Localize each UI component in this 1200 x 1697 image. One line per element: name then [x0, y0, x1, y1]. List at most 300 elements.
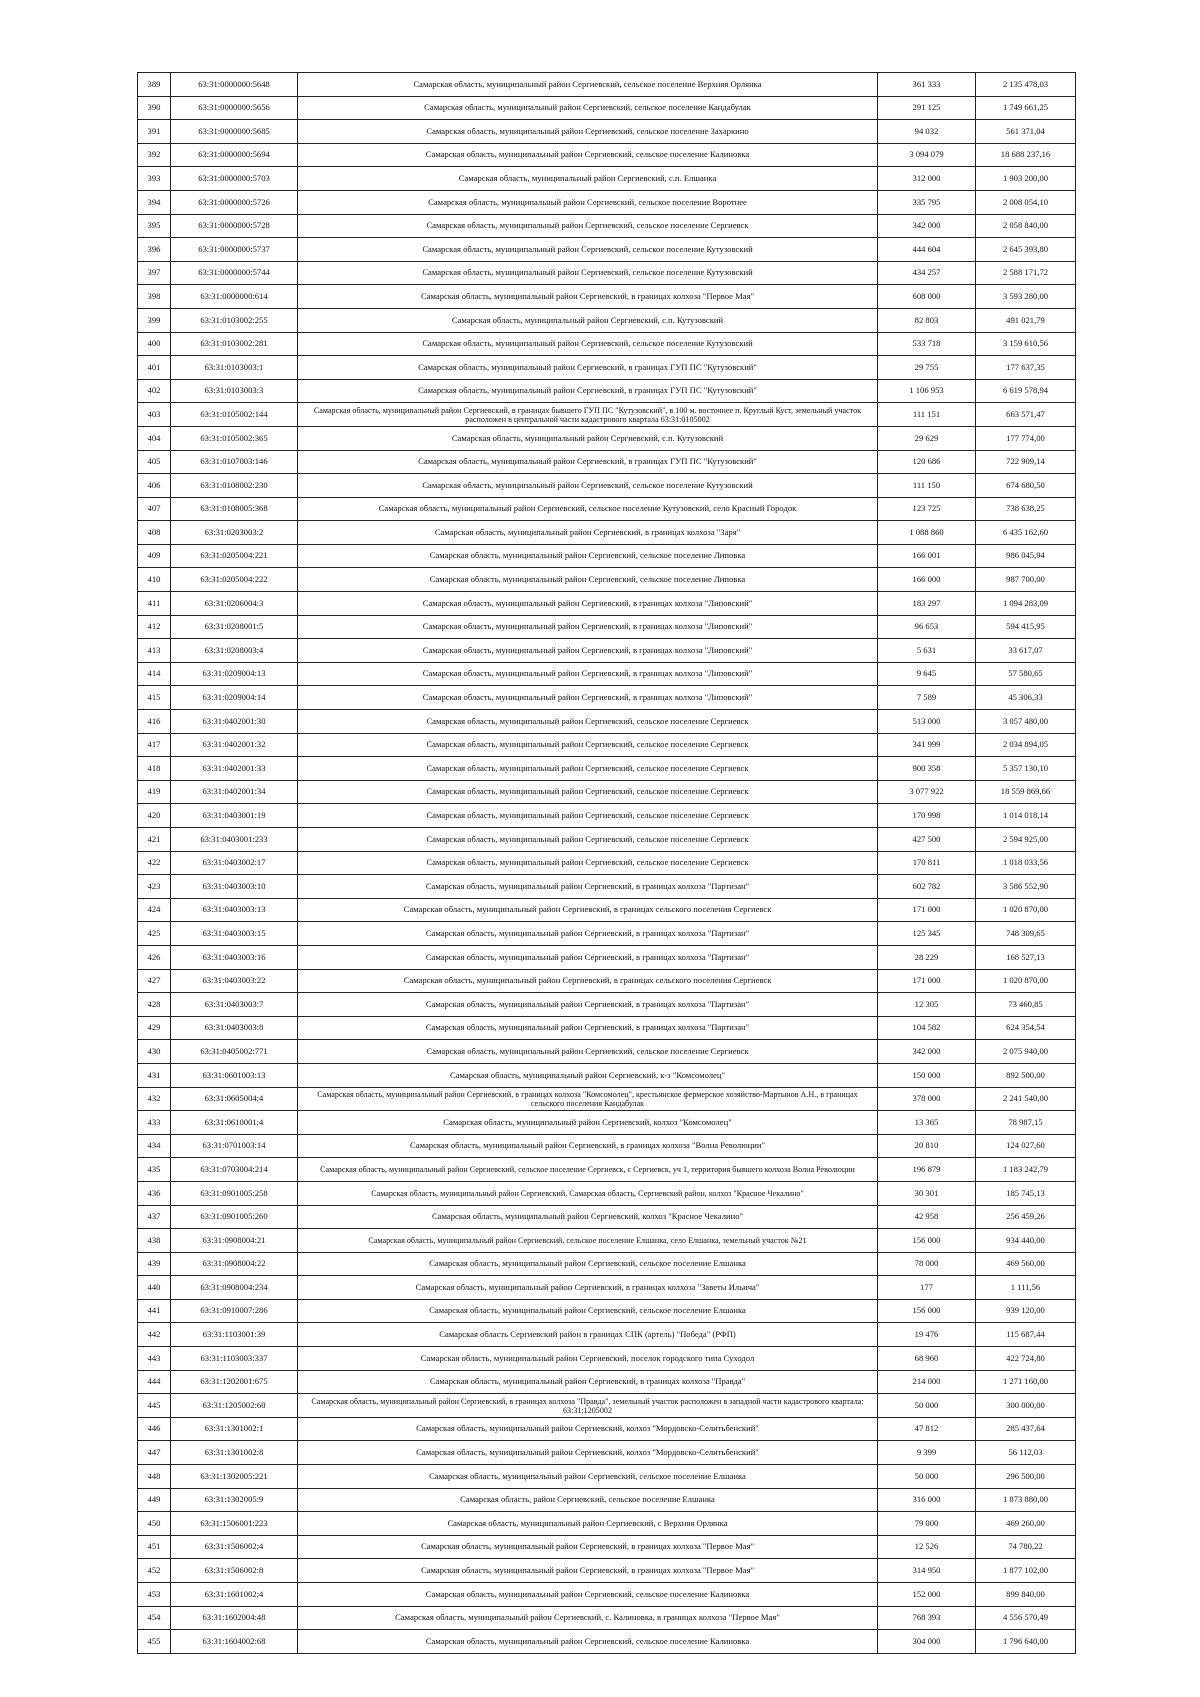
- address-cell: Самарская область, муниципальный район Сергиевский, сельское поселение Елшанка: [298, 1465, 878, 1489]
- cadastral-value-cell: 1 271 160,00: [976, 1370, 1076, 1394]
- cadastral-value-cell: 934 440,00: [976, 1229, 1076, 1253]
- cadastral-number-cell: 63:31:0402001:30: [171, 710, 298, 734]
- table-row: [138, 1630, 1076, 1654]
- area-cell: 342 000: [878, 1040, 976, 1064]
- area-cell: 900 358: [878, 757, 976, 781]
- table-row: [138, 497, 1076, 521]
- area-cell: 20 810: [878, 1134, 976, 1158]
- cadastral-number-cell: 63:31:0402001:32: [171, 733, 298, 757]
- address-cell: Самарская область, муниципальный район Сергиевский, в границах колхоза "Первое Мая": [298, 1535, 878, 1559]
- cadastral-number-cell: 63:31:0205004:222: [171, 568, 298, 592]
- cadastral-value-cell: 177 774,00: [976, 426, 1076, 450]
- cadastral-number-cell: 63:31:0000000:5685: [171, 120, 298, 144]
- table-row: [138, 898, 1076, 922]
- cadastral-number-cell: 63:31:1506002:4: [171, 1535, 298, 1559]
- cadastral-value-cell: 2 588 171,72: [976, 261, 1076, 285]
- table-row: [138, 356, 1076, 380]
- table-row: [138, 945, 1076, 969]
- area-cell: 602 782: [878, 875, 976, 899]
- table-row: [138, 96, 1076, 120]
- cadastral-value-cell: 185 745,13: [976, 1181, 1076, 1205]
- table-row: [138, 662, 1076, 686]
- cadastral-number-cell: 63:31:0103002:255: [171, 308, 298, 332]
- cadastral-number-cell: 63:31:0701003:14: [171, 1134, 298, 1158]
- address-cell: Самарская область, муниципальный район Сергиевский, сельское поселение Сергиевск: [298, 851, 878, 875]
- cadastral-value-cell: 2 135 478,03: [976, 73, 1076, 97]
- table-row: [138, 1040, 1076, 1064]
- address-cell: Самарская область, муниципальный район Сергиевский, поселок городского типа Суходол: [298, 1347, 878, 1371]
- area-cell: 152 000: [878, 1583, 976, 1607]
- row-number-cell: 452: [138, 1559, 171, 1583]
- table-row: [138, 1181, 1076, 1205]
- cadastral-number-cell: 63:31:0403002:17: [171, 851, 298, 875]
- area-cell: 513 000: [878, 710, 976, 734]
- address-cell: Самарская область, муниципальный район Сергиевский, сельское поселение Сергиевск, с Сергиевск, уч 1, территория бывшего колхоза Волна Революции: [298, 1158, 878, 1182]
- address-cell: Самарская область, муниципальный район Сергиевский, с. Калиновка, в границах колхоза "Первое Мая": [298, 1606, 878, 1630]
- cadastral-value-cell: 45 306,33: [976, 686, 1076, 710]
- row-number-cell: 394: [138, 190, 171, 214]
- row-number-cell: 410: [138, 568, 171, 592]
- area-cell: 13 365: [878, 1111, 976, 1135]
- area-cell: 123 725: [878, 497, 976, 521]
- area-cell: 29 755: [878, 356, 976, 380]
- address-cell: Самарская область, муниципальный район Сергиевский, в границах бывшего ГУП ПС "Кутузовский", в 100 м. восточнее п. Круглый Куст, земельный участок расположен в центральной части кадастрового квартала 63:31:0105002: [298, 403, 878, 427]
- address-cell: Самарская область, муниципальный район Сергиевский, к-з "Комсомолец": [298, 1063, 878, 1087]
- row-number-cell: 416: [138, 710, 171, 734]
- address-cell: Самарская область, муниципальный район Сергиевский, с.п. Кутузовский: [298, 426, 878, 450]
- row-number-cell: 438: [138, 1229, 171, 1253]
- cadastral-value-cell: 1 903 200,00: [976, 167, 1076, 191]
- row-number-cell: 413: [138, 639, 171, 663]
- table-row: [138, 568, 1076, 592]
- row-number-cell: 414: [138, 662, 171, 686]
- address-cell: Самарская область, муниципальный район Сергиевский, в границах колхоза "Заветы Ильича": [298, 1276, 878, 1300]
- cadastral-value-cell: 285 437,64: [976, 1417, 1076, 1441]
- row-number-cell: 390: [138, 96, 171, 120]
- row-number-cell: 407: [138, 497, 171, 521]
- address-cell: Самарская область, муниципальный район Сергиевский, сельское поселение Кутузовский: [298, 332, 878, 356]
- area-cell: 434 257: [878, 261, 976, 285]
- row-number-cell: 429: [138, 1016, 171, 1040]
- address-cell: Самарская область, муниципальный район Сергиевский, в границах ГУП ПС "Кутузовский": [298, 356, 878, 380]
- cadastral-value-cell: 1 749 661,25: [976, 96, 1076, 120]
- table-row: [138, 1158, 1076, 1182]
- row-number-cell: 392: [138, 143, 171, 167]
- row-number-cell: 412: [138, 615, 171, 639]
- cadastral-number-cell: 63:31:0000000:5726: [171, 190, 298, 214]
- area-cell: 170 811: [878, 851, 976, 875]
- address-cell: Самарская область, муниципальный район Сергиевский, сельское поселение Елшанка: [298, 1252, 878, 1276]
- area-cell: 214 000: [878, 1370, 976, 1394]
- row-number-cell: 428: [138, 993, 171, 1017]
- cadastral-number-cell: 63:31:1301002:8: [171, 1441, 298, 1465]
- row-number-cell: 421: [138, 828, 171, 852]
- row-number-cell: 448: [138, 1465, 171, 1489]
- area-cell: 29 629: [878, 426, 976, 450]
- address-cell: Самарская область, муниципальный район Сергиевский, в границах колхоза "Волна Революции": [298, 1134, 878, 1158]
- table-row: [138, 1299, 1076, 1323]
- table-row: [138, 143, 1076, 167]
- area-cell: 111 150: [878, 474, 976, 498]
- row-number-cell: 423: [138, 875, 171, 899]
- cadastral-value-cell: 738 638,25: [976, 497, 1076, 521]
- area-cell: 768 393: [878, 1606, 976, 1630]
- cadastral-number-cell: 63:31:0209004:14: [171, 686, 298, 710]
- row-number-cell: 440: [138, 1276, 171, 1300]
- address-cell: Самарская область, муниципальный район Сергиевский, с.п. Кутузовский: [298, 308, 878, 332]
- row-number-cell: 435: [138, 1158, 171, 1182]
- table-row: [138, 1063, 1076, 1087]
- area-cell: 291 125: [878, 96, 976, 120]
- area-cell: 177: [878, 1276, 976, 1300]
- row-number-cell: 419: [138, 780, 171, 804]
- table-row: [138, 1512, 1076, 1536]
- table-row: [138, 1465, 1076, 1489]
- area-cell: 78 000: [878, 1252, 976, 1276]
- table-row: [138, 261, 1076, 285]
- cadastral-value-cell: 18 688 237,16: [976, 143, 1076, 167]
- area-cell: 166 001: [878, 544, 976, 568]
- cadastral-number-cell: 63:31:0403001:233: [171, 828, 298, 852]
- table-body: [138, 73, 1076, 1654]
- cadastral-value-cell: 4 556 570,49: [976, 1606, 1076, 1630]
- table-row: [138, 1488, 1076, 1512]
- address-cell: Самарская область, муниципальный район Сергиевский, в границах колхоза "Липовский": [298, 592, 878, 616]
- row-number-cell: 422: [138, 851, 171, 875]
- cadastral-value-cell: 256 459,26: [976, 1205, 1076, 1229]
- table-row: [138, 733, 1076, 757]
- area-cell: 7 589: [878, 686, 976, 710]
- cadastral-number-cell: 63:31:0105002:144: [171, 403, 298, 427]
- cadastral-value-cell: 561 371,04: [976, 120, 1076, 144]
- cadastral-value-cell: 1 111,56: [976, 1276, 1076, 1300]
- cadastral-number-cell: 63:31:0908004:234: [171, 1276, 298, 1300]
- cadastral-number-cell: 63:31:0000000:614: [171, 285, 298, 309]
- row-number-cell: 397: [138, 261, 171, 285]
- address-cell: Самарская область, муниципальный район Сергиевский, с.п. Елшанка: [298, 167, 878, 191]
- cadastral-value-cell: 33 617,07: [976, 639, 1076, 663]
- area-cell: 50 000: [878, 1465, 976, 1489]
- cadastral-number-cell: 63:31:0108002:230: [171, 474, 298, 498]
- cadastral-number-cell: 63:31:0901005:260: [171, 1205, 298, 1229]
- cadastral-number-cell: 63:31:1302005:221: [171, 1465, 298, 1489]
- area-cell: 111 151: [878, 403, 976, 427]
- row-number-cell: 402: [138, 379, 171, 403]
- cadastral-number-cell: 63:31:1103003:337: [171, 1347, 298, 1371]
- row-number-cell: 436: [138, 1181, 171, 1205]
- cadastral-value-cell: 674 680,50: [976, 474, 1076, 498]
- table-row: [138, 828, 1076, 852]
- table-row: [138, 686, 1076, 710]
- row-number-cell: 451: [138, 1535, 171, 1559]
- cadastral-number-cell: 63:31:0403003:8: [171, 1016, 298, 1040]
- cadastral-value-cell: 1 020 870,00: [976, 898, 1076, 922]
- row-number-cell: 401: [138, 356, 171, 380]
- row-number-cell: 411: [138, 592, 171, 616]
- area-cell: 196 879: [878, 1158, 976, 1182]
- area-cell: 166 000: [878, 568, 976, 592]
- cadastral-number-cell: 63:31:0000000:5656: [171, 96, 298, 120]
- cadastral-number-cell: 63:31:0402001:33: [171, 757, 298, 781]
- cadastral-value-cell: 1 183 242,79: [976, 1158, 1076, 1182]
- cadastral-value-cell: 2 241 540,00: [976, 1087, 1076, 1111]
- table-row: [138, 1347, 1076, 1371]
- address-cell: Самарская область, муниципальный район Сергиевский, в границах колхоза "Липовский": [298, 662, 878, 686]
- address-cell: Самарская область Сергиевский район в границах СПК (артель) "Победа" (РФП): [298, 1323, 878, 1347]
- cadastral-number-cell: 63:31:0000000:5703: [171, 167, 298, 191]
- cadastral-number-cell: 63:31:0103003:3: [171, 379, 298, 403]
- row-number-cell: 441: [138, 1299, 171, 1323]
- cadastral-number-cell: 63:31:1302005:9: [171, 1488, 298, 1512]
- address-cell: Самарская область, муниципальный район Сергиевский, сельское поселение Елшанка: [298, 1299, 878, 1323]
- cadastral-value-cell: 987 700,00: [976, 568, 1076, 592]
- address-cell: Самарская область, муниципальный район Сергиевский, сельское поселение Сергиевск: [298, 1040, 878, 1064]
- row-number-cell: 403: [138, 403, 171, 427]
- table-row: [138, 285, 1076, 309]
- table-row: [138, 1276, 1076, 1300]
- cadastral-number-cell: 63:31:0208003:4: [171, 639, 298, 663]
- table-row: [138, 379, 1076, 403]
- cadastral-number-cell: 63:31:1601002:4: [171, 1583, 298, 1607]
- table-row: [138, 544, 1076, 568]
- cadastral-number-cell: 63:31:0601003:13: [171, 1063, 298, 1087]
- cadastral-value-cell: 3 593 280,00: [976, 285, 1076, 309]
- address-cell: Самарская область, муниципальный район Сергиевский, сельское поселение Сергиевск: [298, 804, 878, 828]
- row-number-cell: 417: [138, 733, 171, 757]
- address-cell: Самарская область, муниципальный район Сергиевский, сельское поселение Елшанка, село Елшанка, земельный участок №21: [298, 1229, 878, 1253]
- cadastral-number-cell: 63:31:0703004:214: [171, 1158, 298, 1182]
- address-cell: Самарская область, муниципальный район Сергиевский, сельское поселение Сергиевск: [298, 780, 878, 804]
- cadastral-value-cell: 892 500,00: [976, 1063, 1076, 1087]
- area-cell: 427 500: [878, 828, 976, 852]
- area-cell: 120 686: [878, 450, 976, 474]
- area-cell: 316 000: [878, 1488, 976, 1512]
- table-row: [138, 1134, 1076, 1158]
- cadastral-value-cell: 2 594 925,00: [976, 828, 1076, 852]
- cadastral-number-cell: 63:31:1202001:675: [171, 1370, 298, 1394]
- area-cell: 94 032: [878, 120, 976, 144]
- table-row: [138, 851, 1076, 875]
- cadastral-number-cell: 63:31:0203003:2: [171, 521, 298, 545]
- cadastral-value-cell: 78 987,15: [976, 1111, 1076, 1135]
- cadastral-value-cell: 74 780,22: [976, 1535, 1076, 1559]
- area-cell: 42 958: [878, 1205, 976, 1229]
- address-cell: Самарская область, муниципальный район Сергиевский, в границах колхоза "Липовский": [298, 615, 878, 639]
- table-row: [138, 73, 1076, 97]
- area-cell: 312 000: [878, 167, 976, 191]
- area-cell: 341 999: [878, 733, 976, 757]
- cadastral-number-cell: 63:31:1506001:223: [171, 1512, 298, 1536]
- area-cell: 156 000: [878, 1299, 976, 1323]
- address-cell: Самарская область, муниципальный район Сергиевский, в границах колхоза "Партизан": [298, 945, 878, 969]
- address-cell: Самарская область, муниципальный район Сергиевский, сельское поселение Воротнее: [298, 190, 878, 214]
- table-row: [138, 521, 1076, 545]
- address-cell: Самарская область, муниципальный район Сергиевский, в границах колхоза "Правда": [298, 1370, 878, 1394]
- area-cell: 170 998: [878, 804, 976, 828]
- cadastral-value-cell: 1 877 102,00: [976, 1559, 1076, 1583]
- cadastral-number-cell: 63:31:0000000:5744: [171, 261, 298, 285]
- address-cell: Самарская область, муниципальный район Сергиевский, в границах колхоза "Партизан": [298, 1016, 878, 1040]
- area-cell: 533 718: [878, 332, 976, 356]
- area-cell: 104 582: [878, 1016, 976, 1040]
- row-number-cell: 447: [138, 1441, 171, 1465]
- row-number-cell: 427: [138, 969, 171, 993]
- address-cell: Самарская область, муниципальный район Сергиевский, колхоз "Комсомолец": [298, 1111, 878, 1135]
- area-cell: 82 803: [878, 308, 976, 332]
- cadastral-value-cell: 422 724,80: [976, 1347, 1076, 1371]
- cadastral-value-cell: 177 637,35: [976, 356, 1076, 380]
- table-row: [138, 1535, 1076, 1559]
- table-row: [138, 1559, 1076, 1583]
- area-cell: 171 000: [878, 969, 976, 993]
- area-cell: 3 077 922: [878, 780, 976, 804]
- cadastral-value-cell: 2 645 393,80: [976, 238, 1076, 262]
- cadastral-value-cell: 469 260,00: [976, 1512, 1076, 1536]
- address-cell: Самарская область, муниципальный район Сергиевский, в границах колхоза "Партизан": [298, 922, 878, 946]
- cadastral-value-cell: 6 435 162,60: [976, 521, 1076, 545]
- address-cell: Самарская область, муниципальный район Сергиевский, сельское поселение Сергиевск: [298, 828, 878, 852]
- row-number-cell: 406: [138, 474, 171, 498]
- cadastral-number-cell: 63:31:0209004:13: [171, 662, 298, 686]
- cadastral-value-cell: 6 619 578,94: [976, 379, 1076, 403]
- table-row: [138, 190, 1076, 214]
- row-number-cell: 398: [138, 285, 171, 309]
- table-row: [138, 875, 1076, 899]
- address-cell: Самарская область, муниципальный район Сергиевский, в границах колхоза "Партизан": [298, 993, 878, 1017]
- address-cell: Самарская область, муниципальный район Сергиевский, сельское поселение Кутузовский, село Красный Городок: [298, 497, 878, 521]
- cadastral-number-cell: 63:31:0403003:22: [171, 969, 298, 993]
- cadastral-value-cell: 57 580,65: [976, 662, 1076, 686]
- table-row: [138, 1583, 1076, 1607]
- row-number-cell: 409: [138, 544, 171, 568]
- table-row: [138, 1323, 1076, 1347]
- cadastral-number-cell: 63:31:0403001:19: [171, 804, 298, 828]
- row-number-cell: 426: [138, 945, 171, 969]
- row-number-cell: 399: [138, 308, 171, 332]
- cadastral-number-cell: 63:31:0403003:10: [171, 875, 298, 899]
- cadastral-number-cell: 63:31:0403003:16: [171, 945, 298, 969]
- area-cell: 1 106 953: [878, 379, 976, 403]
- table-row: [138, 1441, 1076, 1465]
- cadastral-value-cell: 1 020 870,00: [976, 969, 1076, 993]
- cadastral-number-cell: 63:31:0108005:368: [171, 497, 298, 521]
- address-cell: Самарская область, муниципальный район Сергиевский, сельское поселение Калиновка: [298, 143, 878, 167]
- cadastral-number-cell: 63:31:0208001:5: [171, 615, 298, 639]
- address-cell: Самарская область, муниципальный район Сергиевский, сельское поселение Липовка: [298, 568, 878, 592]
- address-cell: Самарская область, муниципальный район Сергиевский, в границах ГУП ПС "Кутузовский": [298, 450, 878, 474]
- area-cell: 28 229: [878, 945, 976, 969]
- cadastral-number-cell: 63:31:0403003:15: [171, 922, 298, 946]
- row-number-cell: 391: [138, 120, 171, 144]
- cadastral-number-cell: 63:31:1301002:1: [171, 1417, 298, 1441]
- cadastral-value-cell: 1 018 033,56: [976, 851, 1076, 875]
- row-number-cell: 389: [138, 73, 171, 97]
- row-number-cell: 450: [138, 1512, 171, 1536]
- cadastral-value-cell: 124 027,60: [976, 1134, 1076, 1158]
- address-cell: Самарская область, муниципальный район Сергиевский, Самарская область, Сергиевский район, колхоз "Красное Чекалино": [298, 1181, 878, 1205]
- cadastral-number-cell: 63:31:0403003:13: [171, 898, 298, 922]
- address-cell: Самарская область, район Сергиевский, сельское поселение Елшанка: [298, 1488, 878, 1512]
- address-cell: Самарская область, муниципальный район Сергиевский, сельское поселение Сергиевск: [298, 757, 878, 781]
- address-cell: Самарская область, муниципальный район Сергиевский, в границах колхоза "Липовский": [298, 686, 878, 710]
- cadastral-value-cell: 3 159 610,56: [976, 332, 1076, 356]
- table-row: [138, 450, 1076, 474]
- cadastral-number-cell: 63:31:0205004:221: [171, 544, 298, 568]
- table-row: [138, 238, 1076, 262]
- address-cell: Самарская область, муниципальный район Сергиевский, в границах колхоза "Партизан": [298, 875, 878, 899]
- row-number-cell: 400: [138, 332, 171, 356]
- area-cell: 378 000: [878, 1087, 976, 1111]
- address-cell: Самарская область, муниципальный район Сергиевский, сельское поселение Захаркино: [298, 120, 878, 144]
- cadastral-number-cell: 63:31:0000000:5737: [171, 238, 298, 262]
- cadastral-value-cell: 3 057 480,00: [976, 710, 1076, 734]
- row-number-cell: 443: [138, 1347, 171, 1371]
- row-number-cell: 404: [138, 426, 171, 450]
- table-row: [138, 1252, 1076, 1276]
- cadastral-number-cell: 63:31:0605004:4: [171, 1087, 298, 1111]
- cadastral-number-cell: 63:31:0105002:365: [171, 426, 298, 450]
- cadastral-number-cell: 63:31:1103001:39: [171, 1323, 298, 1347]
- cadastral-value-cell: 168 527,13: [976, 945, 1076, 969]
- cadastral-number-cell: 63:31:1205002:60: [171, 1394, 298, 1418]
- row-number-cell: 415: [138, 686, 171, 710]
- address-cell: Самарская область, муниципальный район Сергиевский, в границах ГУП ПС "Кутузовский": [298, 379, 878, 403]
- table-row: [138, 426, 1076, 450]
- row-number-cell: 418: [138, 757, 171, 781]
- row-number-cell: 439: [138, 1252, 171, 1276]
- row-number-cell: 405: [138, 450, 171, 474]
- table-row: [138, 780, 1076, 804]
- row-number-cell: 453: [138, 1583, 171, 1607]
- table-row: [138, 1394, 1076, 1418]
- cadastral-value-cell: 300 000,00: [976, 1394, 1076, 1418]
- row-number-cell: 424: [138, 898, 171, 922]
- area-cell: 19 476: [878, 1323, 976, 1347]
- area-cell: 314 950: [878, 1559, 976, 1583]
- area-cell: 304 000: [878, 1630, 976, 1654]
- table-row: [138, 804, 1076, 828]
- cadastral-number-cell: 63:31:0910007:286: [171, 1299, 298, 1323]
- table-row: [138, 1205, 1076, 1229]
- cadastral-number-cell: 63:31:0901005:258: [171, 1181, 298, 1205]
- row-number-cell: 420: [138, 804, 171, 828]
- cadastral-value-cell: 1 014 018,14: [976, 804, 1076, 828]
- cadastral-number-cell: 63:31:1506002:8: [171, 1559, 298, 1583]
- row-number-cell: 433: [138, 1111, 171, 1135]
- cadastral-value-cell: 491 021,79: [976, 308, 1076, 332]
- cadastral-number-cell: 63:31:0000000:5728: [171, 214, 298, 238]
- area-cell: 68 960: [878, 1347, 976, 1371]
- row-number-cell: 455: [138, 1630, 171, 1654]
- table-row: [138, 474, 1076, 498]
- table-row: [138, 1087, 1076, 1111]
- address-cell: Самарская область, муниципальный район Сергиевский, сельское поселение Калиновка: [298, 1630, 878, 1654]
- area-cell: 12 305: [878, 993, 976, 1017]
- cadastral-number-cell: 63:31:0908004:21: [171, 1229, 298, 1253]
- table-row: [138, 214, 1076, 238]
- row-number-cell: 430: [138, 1040, 171, 1064]
- row-number-cell: 432: [138, 1087, 171, 1111]
- table-row: [138, 615, 1076, 639]
- cadastral-number-cell: 63:31:0610001:4: [171, 1111, 298, 1135]
- address-cell: Самарская область, муниципальный район Сергиевский, в границах колхоза "Липовский": [298, 639, 878, 663]
- row-number-cell: 395: [138, 214, 171, 238]
- address-cell: Самарская область, муниципальный район Сергиевский, сельское поселение Верхняя Орлянка: [298, 73, 878, 97]
- row-number-cell: 442: [138, 1323, 171, 1347]
- table-row: [138, 167, 1076, 191]
- cadastral-value-cell: 986 045,94: [976, 544, 1076, 568]
- address-cell: Самарская область, муниципальный район Сергиевский, колхоз "Мордовско-Селитьбенский": [298, 1417, 878, 1441]
